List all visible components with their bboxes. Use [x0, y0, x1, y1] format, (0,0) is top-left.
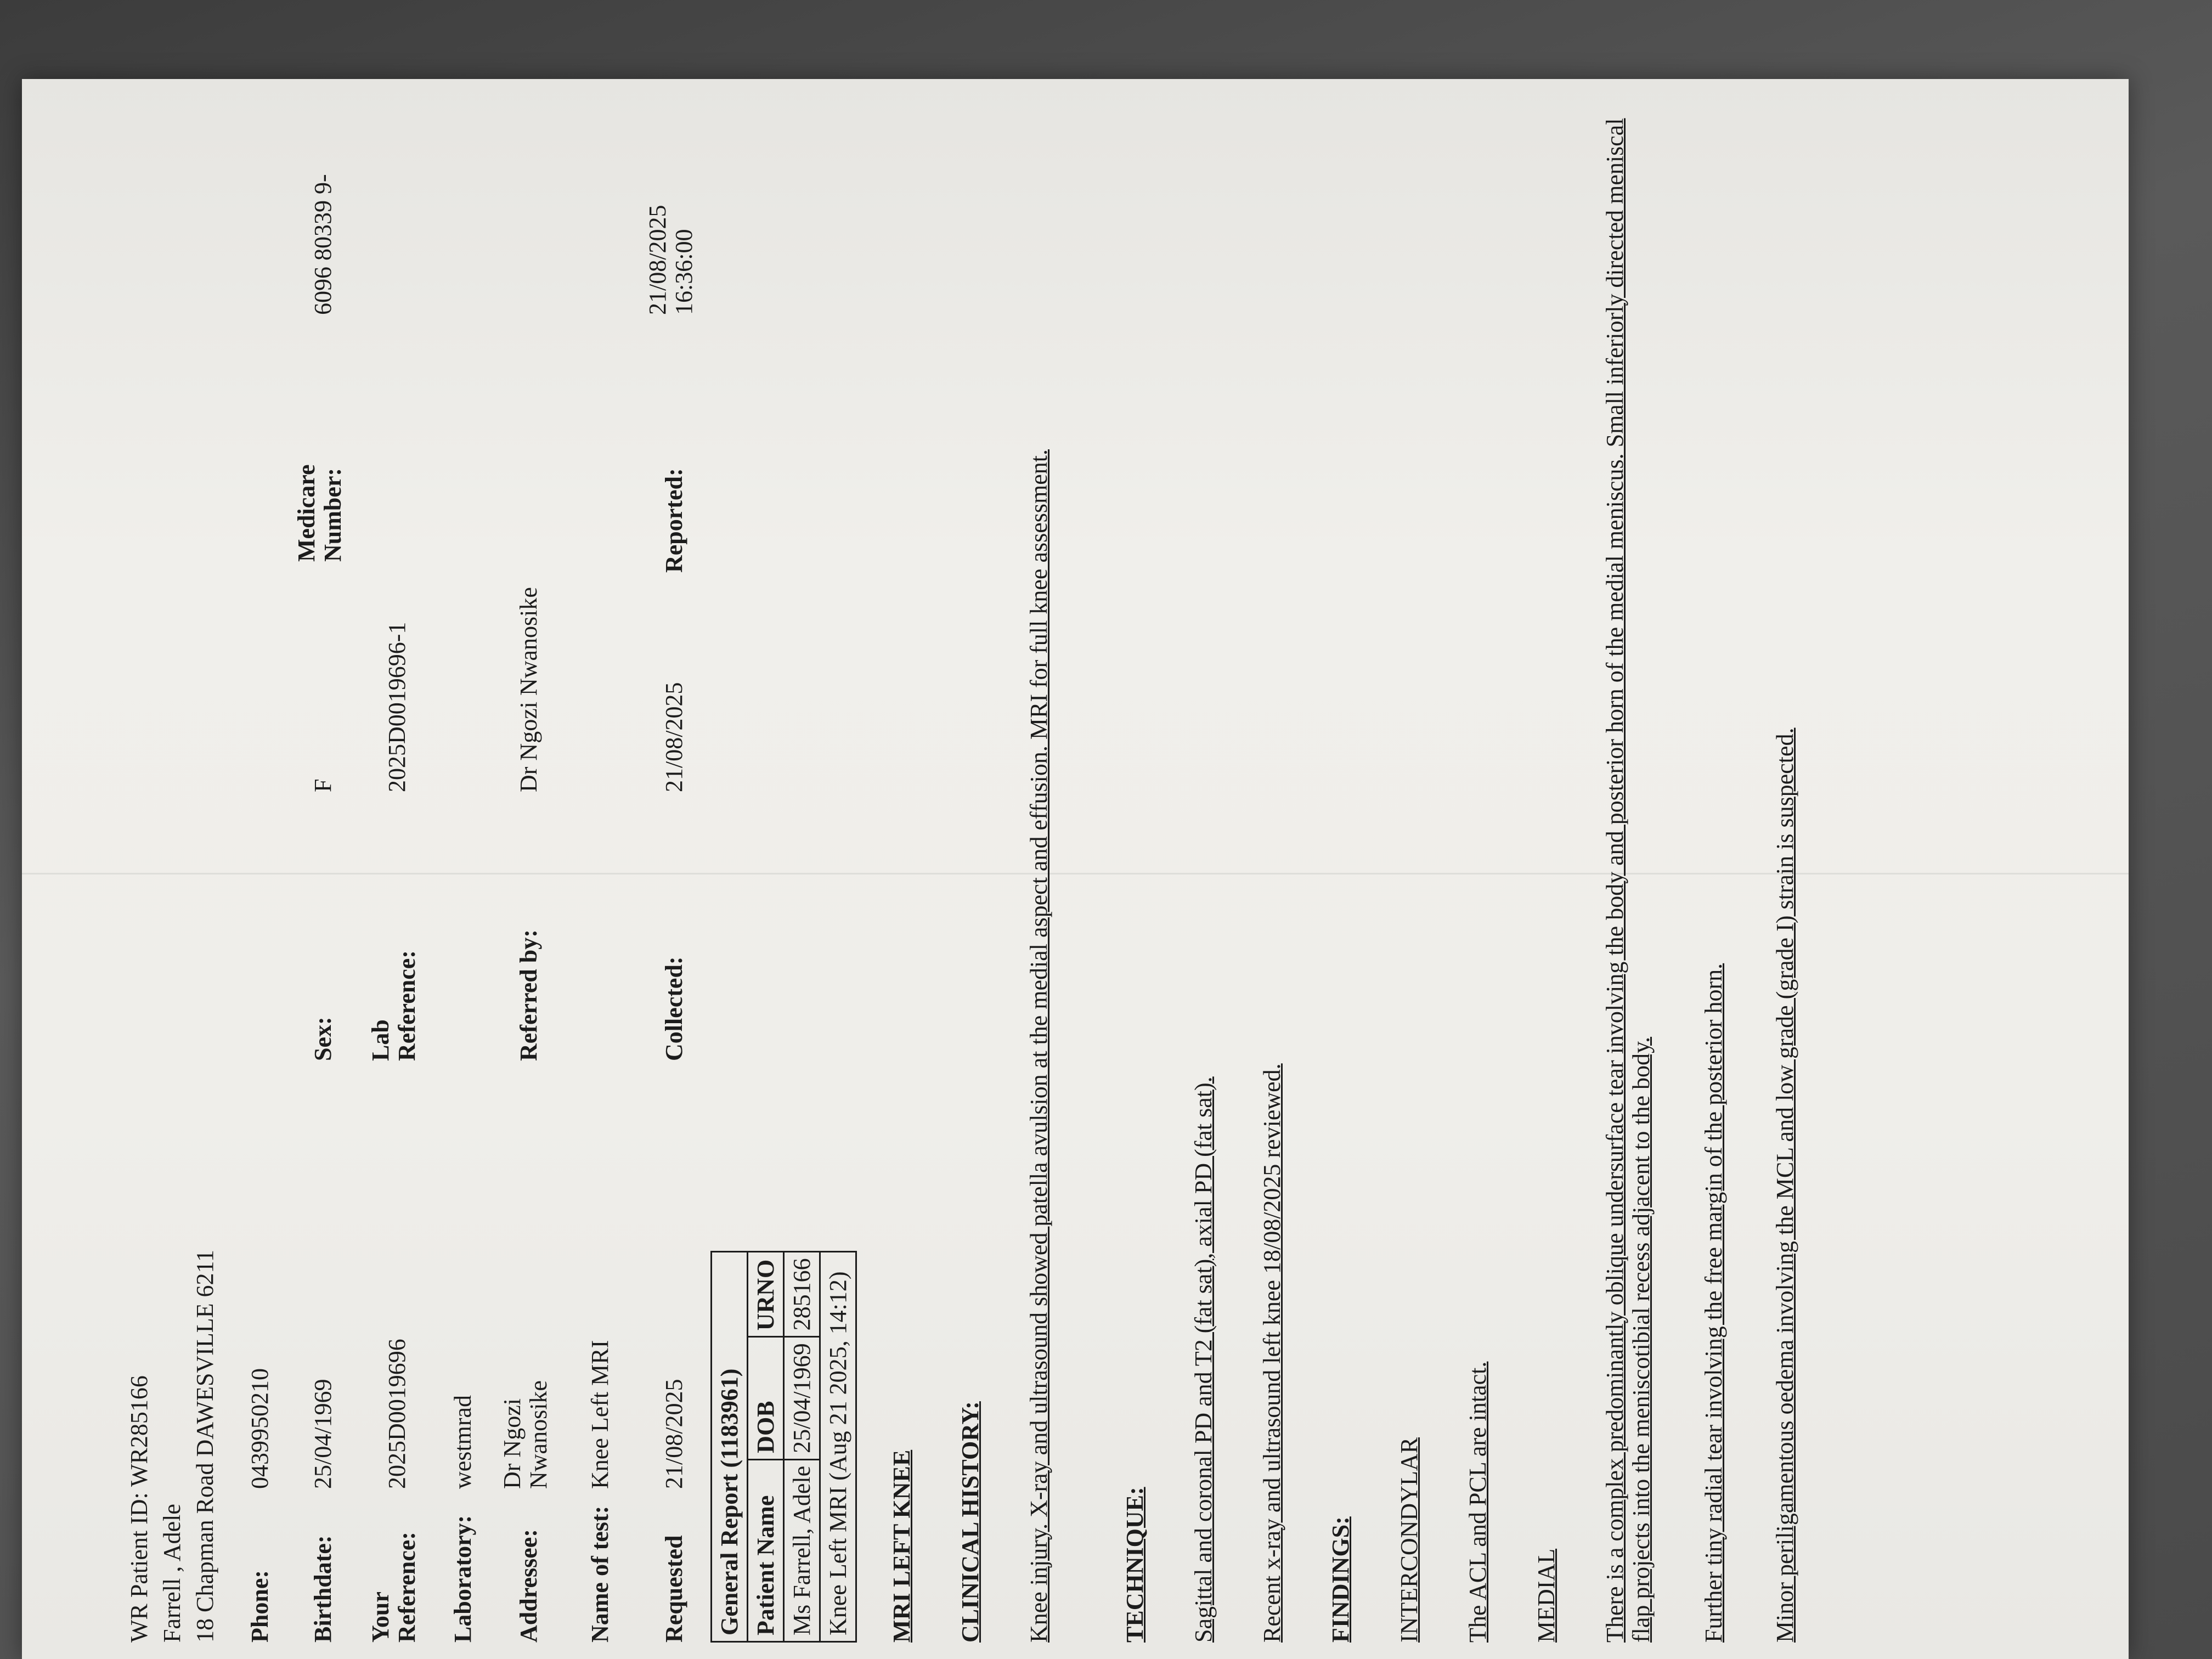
report-table-title: General Report (1183961)	[712, 1252, 748, 1642]
patient-id-line: WR Patient ID: WR285166	[126, 1375, 153, 1643]
medial-text-mcl: Minor periligamentous oedema involving the MCL and low grade (grade I) strain is suspected.	[1771, 727, 1798, 1643]
table-cell: 285166	[784, 1252, 820, 1337]
collected-label: Collected:	[661, 956, 687, 1061]
lab-reference-value: 2025D0019696-1	[383, 622, 410, 792]
general-report-table	[710, 1251, 857, 1643]
your-reference-label: Your Reference:	[367, 1532, 421, 1643]
technique-text: Sagittal and coronal PD and T2 (fat sat), axial PD (fat sat).	[1190, 1076, 1217, 1643]
your-reference-value: 2025D0019696	[383, 1339, 410, 1489]
paper-fold	[22, 873, 2129, 874]
report-table-footer: Knee Left MRI (Aug 21 2025, 14:12)	[820, 1252, 856, 1642]
table-cell: Ms Farrell, Adele	[784, 1459, 820, 1641]
addressee-label: Addressee:	[515, 1529, 542, 1643]
address-line: 18 Chapman Road DAWESVILLE 6211	[191, 1250, 218, 1643]
referred-by-value: Dr Ngozi Nwanosike	[515, 587, 542, 792]
referred-by-label: Referred by:	[515, 929, 542, 1061]
lab-reference-label: Lab Reference:	[367, 950, 421, 1061]
medicare-label: Medicare Number:	[293, 464, 347, 562]
medial-text-tear: There is a complex predominantly oblique undersurface tear involving the body and posterior horn of the medial meniscus. Small inferiorly directed meniscal flap projects into the meniscotibial recess adjacent to the body.	[1601, 118, 1655, 1643]
laboratory-label: Laboratory:	[449, 1515, 476, 1643]
sex-value: F	[309, 778, 336, 792]
requested-label: Requested	[661, 1535, 687, 1643]
test-name-label: Name of test:	[586, 1505, 613, 1643]
medical-report-sheet	[22, 79, 2129, 1659]
technique-heading: TECHNIQUE:	[1121, 1487, 1148, 1643]
table-row	[784, 1252, 820, 1642]
findings-heading: FINDINGS:	[1327, 1516, 1354, 1643]
birthdate-label: Birthdate:	[309, 1535, 336, 1643]
sex-label: Sex:	[309, 1017, 336, 1061]
report-heading: MRI LEFT KNEE	[888, 1449, 915, 1643]
patient-name-line: Farrell , Adele	[159, 1504, 185, 1643]
phone-label: Phone:	[246, 1570, 273, 1643]
clinical-history-heading: CLINICAL HISTORY:	[957, 1401, 984, 1643]
reported-value: 21/08/2025 16:36:00	[644, 205, 698, 315]
reported-label: Reported:	[661, 468, 687, 573]
requested-value: 21/08/2025	[661, 1379, 687, 1489]
phone-value: 0439950210	[246, 1368, 273, 1489]
addressee-value: Dr Ngozi Nwanosike	[499, 1380, 552, 1489]
medicare-value: 6096 80339 9-	[309, 174, 336, 315]
medial-heading: MEDIAL	[1533, 1548, 1560, 1643]
table-cell: 25/04/1969	[784, 1337, 820, 1459]
medial-text-radial-tear: Further tiny radial tear involving the free margin of the posterior horn.	[1700, 963, 1727, 1643]
report-table-header: DOB	[748, 1337, 784, 1459]
collected-value: 21/08/2025	[661, 682, 687, 792]
intercondylar-text: The ACL and PCL are intact.	[1464, 1361, 1491, 1643]
clinical-history-text: Knee injury. X-ray and ultrasound showed patella avulsion at the medial aspect and effusion. MRI for full knee assessment.	[1025, 449, 1052, 1643]
laboratory-value: westmrad	[449, 1395, 476, 1489]
recent-imaging-text: Recent x-ray and ultrasound left knee 18/08/2025 reviewed.	[1259, 1063, 1285, 1643]
report-table-header: URNO	[748, 1252, 784, 1337]
birthdate-value: 25/04/1969	[309, 1379, 336, 1489]
intercondylar-heading: INTERCONDYLAR	[1396, 1437, 1423, 1643]
test-name-value: Knee Left MRI	[586, 1340, 613, 1489]
report-table-header: Patient Name	[748, 1459, 784, 1641]
